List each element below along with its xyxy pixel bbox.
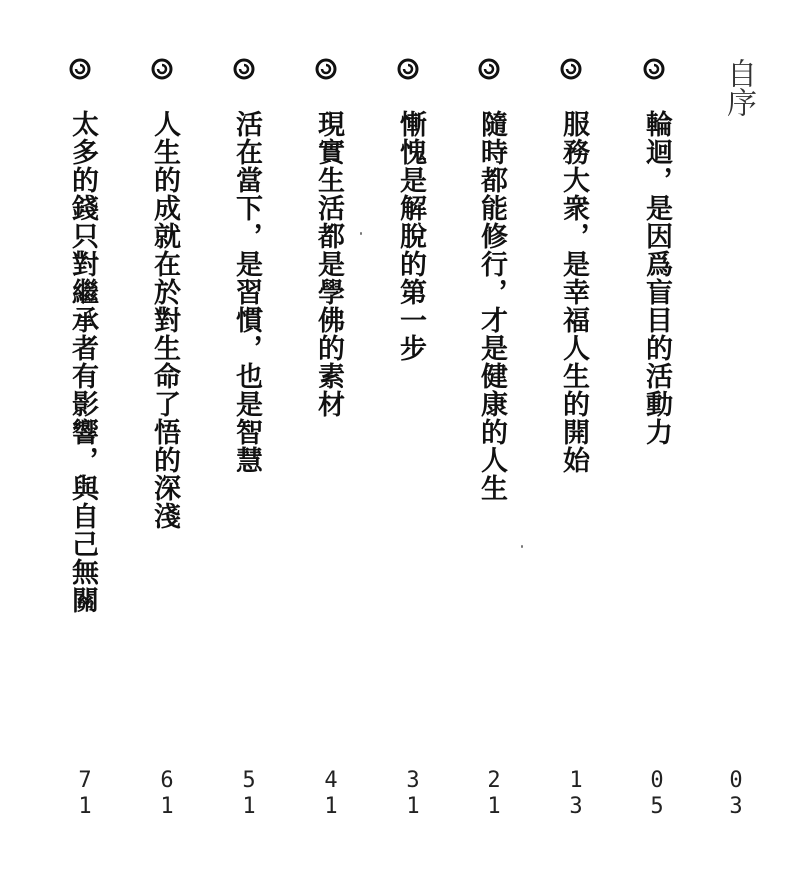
- swirl-bullet-icon: [397, 58, 419, 80]
- swirl-bullet-icon: [233, 58, 255, 80]
- chapter-title: 活在當下，是習慣，也是智慧: [231, 110, 262, 474]
- chapter-title: 人生的成就在於對生命了悟的深淺: [149, 110, 180, 530]
- chapter-title: 現實生活都是學佛的素材: [313, 110, 344, 418]
- scan-speck: [360, 232, 362, 235]
- chapter-page-number: [643, 768, 671, 820]
- page-digit-1: 1: [569, 768, 583, 793]
- page-digit-1: 6: [160, 768, 174, 793]
- chapter-page-number: [562, 768, 590, 820]
- swirl-bullet-icon: [478, 58, 500, 80]
- page-digit-1: 5: [242, 768, 256, 793]
- page-digit-1: 2: [487, 768, 501, 793]
- page-digit-1: 3: [406, 768, 420, 793]
- page-digit-2: 3: [729, 794, 743, 819]
- page-digit-1: 0: [729, 768, 743, 793]
- swirl-bullet-icon: [315, 58, 337, 80]
- page-digit-2: 1: [160, 794, 174, 819]
- swirl-bullet-icon: [643, 58, 665, 80]
- page-digit-1: 7: [78, 768, 92, 793]
- chapter-title: 隨時都能修行，才是健康的人生: [476, 110, 507, 502]
- page-digit-1: 0: [650, 768, 664, 793]
- page-digit-1: 4: [324, 768, 338, 793]
- scan-speck: [521, 545, 523, 548]
- chapter-title: 輪迴，是因爲盲目的活動力: [641, 110, 672, 446]
- chapter-page-number: [71, 768, 99, 820]
- swirl-bullet-icon: [560, 58, 582, 80]
- page-digit-2: 1: [78, 794, 92, 819]
- preface-title: 自序: [721, 58, 756, 116]
- page-digit-2: 5: [650, 794, 664, 819]
- chapter-title: 服務大衆，是幸福人生的開始: [558, 110, 589, 474]
- chapter-title: 太多的錢只對繼承者有影響，與自己無關: [67, 110, 98, 614]
- preface-page-number: [722, 768, 750, 820]
- chapter-page-number: [153, 768, 181, 820]
- swirl-bullet-icon: [69, 58, 91, 80]
- chapter-page-number: [317, 768, 345, 820]
- page-digit-2: 1: [324, 794, 338, 819]
- page-digit-2: 1: [242, 794, 256, 819]
- page-digit-2: 3: [569, 794, 583, 819]
- swirl-bullet-icon: [151, 58, 173, 80]
- chapter-page-number: [235, 768, 263, 820]
- chapter-page-number: [480, 768, 508, 820]
- chapter-title: 慚愧是解脫的第一步: [395, 110, 426, 362]
- chapter-page-number: [399, 768, 427, 820]
- page-digit-2: 1: [406, 794, 420, 819]
- page-digit-2: 1: [487, 794, 501, 819]
